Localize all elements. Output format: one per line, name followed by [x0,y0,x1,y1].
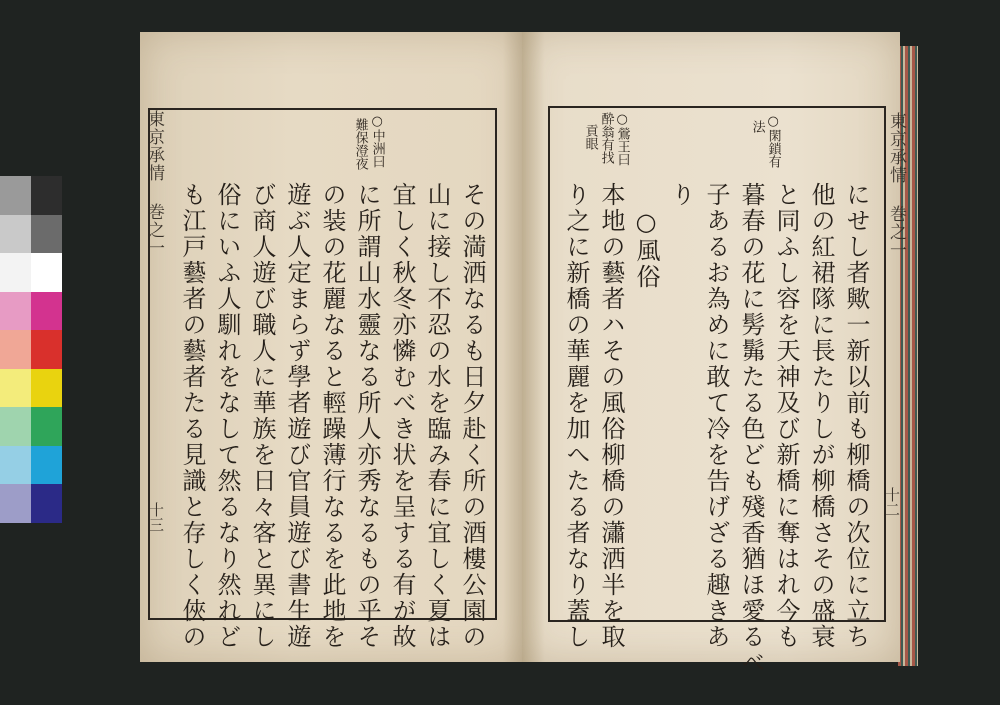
calibration-row [0,253,62,292]
color-swatch [31,446,62,485]
page-number-right: 十二 [883,487,901,517]
left-text-column: に所謂山水靈なる所人亦秀なるもの乎そ [353,182,381,650]
left-text-column: 山に接し不忍の水を臨み春に宜しく夏は [423,182,451,650]
left-text-column: び商人遊び職人に華族を日々客と異にし [248,182,276,650]
left-text-column: の装の花麗なると輕躁薄行なるを此地を [318,182,346,650]
color-swatch [0,407,31,446]
left-text-column: も江戸藝者の藝者たる見識と存しく俠の [178,182,206,650]
color-swatch [0,330,31,369]
color-swatch [0,215,31,254]
calibration-row [0,369,62,408]
color-swatch [31,253,62,292]
calibration-row [0,484,62,523]
left-text-column: 遊ぶ人定まらず學者遊び官員遊び書生遊 [283,182,311,650]
color-swatch [0,484,31,523]
color-swatch [31,292,62,331]
color-swatch [0,176,31,215]
color-swatch [31,484,62,523]
calibration-row [0,176,62,215]
left-text-column: その満洒なるも日夕赴く所の酒樓公園の [458,182,486,650]
right-page [522,32,906,676]
running-head-left: 東京承情 巻之一 [144,110,164,257]
page-number-left: 十三 [147,502,165,532]
color-swatch [31,407,62,446]
headnote-right-3: ○鶯王曰 [614,112,630,166]
open-book [140,32,920,676]
headnote-left-2: 難保澄夜 [352,118,368,170]
right-text-column: と同ふし容を天神及び新橋に奪はれ今も [772,182,800,650]
color-swatch [0,446,31,485]
color-swatch [0,253,31,292]
color-swatch [0,369,31,408]
right-text-column: 暮春の花に髣髴たる色ども殘香猶ほ愛るべ [737,182,765,676]
left-text-column: 俗にいふ人馴れをなして然るなり然れど [213,182,241,650]
running-head-right: 東京承情 巻之一 [886,112,906,259]
color-swatch [31,215,62,254]
right-text-column: にせし者歟一新以前も柳橋の次位に立ち [842,182,870,650]
left-text-column: 宜しく秋冬亦憐むべき状を呈する有が故 [388,182,416,650]
right-text-column: 本地の藝者ハその風俗柳橋の瀟洒半を取 [597,182,625,650]
right-text-column: 他の紅裙隊に長たりしが柳橋さその盛衰 [807,182,835,650]
headnote-right-5: 貢眼 [582,124,598,150]
left-page [140,32,522,662]
right-text-column: り [667,182,695,208]
calibration-row [0,330,62,369]
headnote-right-4: 酔翁有找 [598,112,614,164]
color-swatch [31,330,62,369]
calibration-row [0,407,62,446]
calibration-row [0,292,62,331]
color-swatch [0,292,31,331]
color-calibration-chart [0,176,62,523]
headnote-left-1: ○中洲曰 [369,114,385,168]
calibration-row [0,446,62,485]
right-text-column: り之に新橋の華麗を加へたる者なり蓋し [562,182,590,650]
calibration-row [0,215,62,254]
right-text-column: ○風俗 [632,182,660,290]
headnote-right-1: ○閑鎖有 [765,114,781,168]
headnote-right-2: 法 [749,120,765,133]
right-text-column: 子あるお為めに敢て冷を告げざる趣きあ [702,182,730,650]
color-swatch [31,176,62,215]
color-swatch [31,369,62,408]
